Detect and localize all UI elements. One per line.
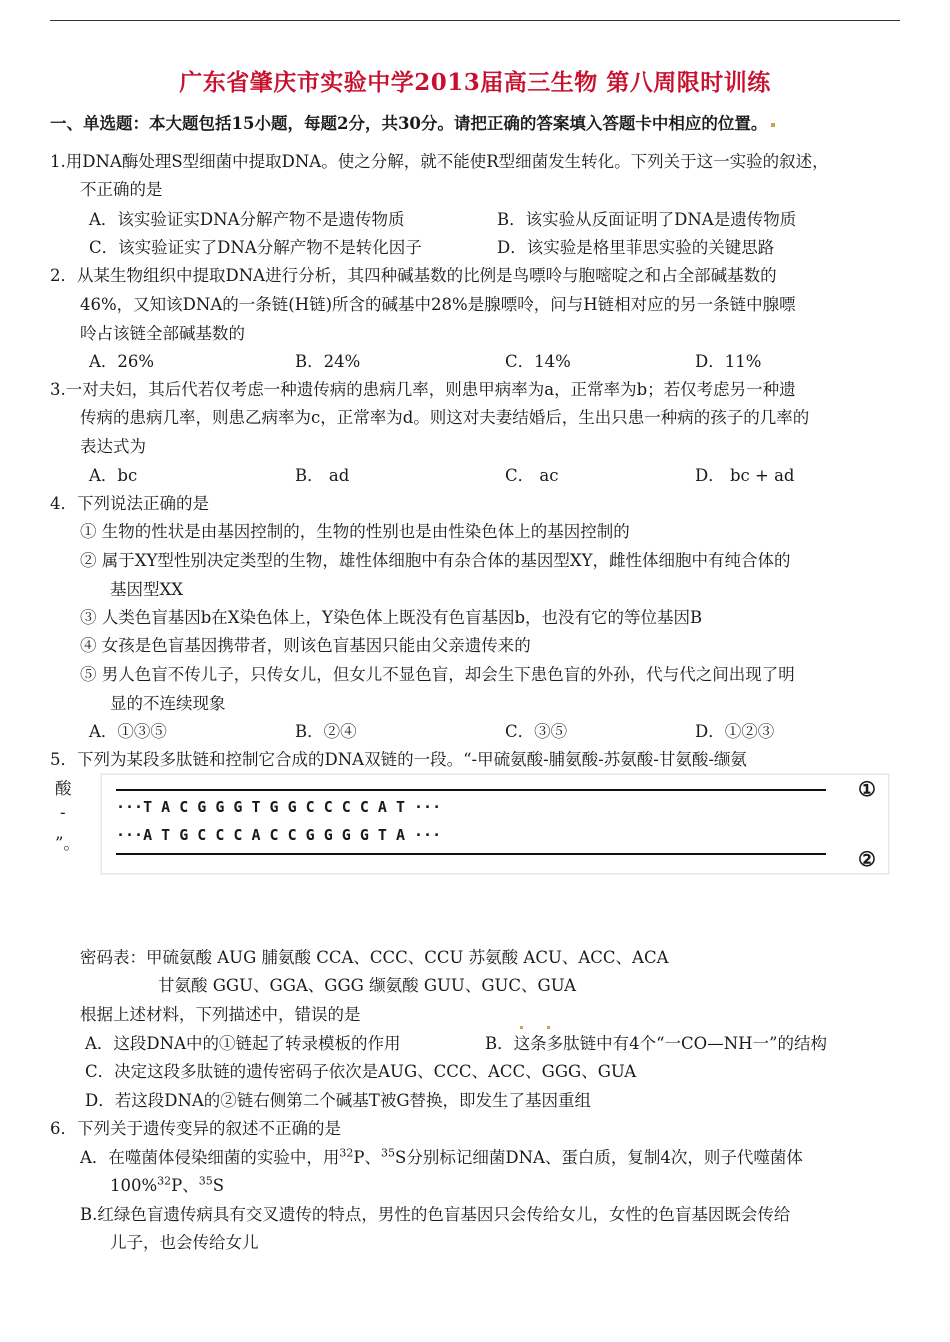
strand-2-label: ② <box>858 847 876 871</box>
q4-option-d: D．①②③ <box>695 722 775 741</box>
q5-stem-line4: ”。 <box>55 834 80 853</box>
q6-a2-sup-32: 32 <box>157 1174 172 1188</box>
q5-stem-line2: 酸 <box>55 779 72 798</box>
q4-option-c: C．③⑤ <box>505 722 568 741</box>
q4-item-3: ③ 人类色盲基因b在X染色体上，Y染色体上既没有色盲基因b，也没有它的等位基因B <box>80 608 703 627</box>
q4-item-4: ④ 女孩是色盲基因携带者，则该色盲基因只能由父亲遗传来的 <box>80 636 531 655</box>
q6-option-a-line1 <box>80 1144 803 1168</box>
q6-a-sup-32: 32 <box>339 1146 354 1160</box>
q5-option-d: D．若这段DNA的②链右侧第二个碱基T被G替换，即发生了基因重组 <box>85 1091 591 1110</box>
q1-option-b: B．该实验从反面证明了DNA是遗传物质 <box>497 210 797 229</box>
q4-item-2-line2: 基因型XX <box>110 580 183 599</box>
q5-stem-line1: 5．下列为某段多肽链和控制它合成的DNA双链的一段。“-甲硫氨酸-脯氨酸-苏氨酸-甘氨酸-缬氨 <box>50 750 747 769</box>
q6-a2-text-3: S <box>212 1176 225 1195</box>
q3-stem-line1: 3.一对夫妇，其后代若仅考虑一种遗传病的患病几率，则患甲病率为a，正常率为b；若仅考虑另一种遗 <box>50 380 796 399</box>
q3-option-c: C． ac <box>505 466 559 485</box>
q5-prompt: 根据上述材料，下列描述中，错误的是 <box>80 1005 361 1024</box>
q4-option-b: B．②④ <box>295 722 357 741</box>
q5-option-a: A．这段DNA中的①链起了转录模板的作用 <box>85 1034 401 1053</box>
strand-1-label: ① <box>858 777 876 801</box>
q6-option-b-line1: B.红绿色盲遗传病具有交叉遗传的特点，男性的色盲基因只会传给女儿，女性的色盲基因既会传给 <box>80 1205 791 1224</box>
dna-double-strand-figure <box>101 774 889 874</box>
q4-item-5-line1: ⑤ 男人色盲不传儿子，只传女儿，但女儿不显色盲，却会生下患色盲的外孙，代与代之间出现了明 <box>80 665 795 684</box>
q6-stem: 6．下列关于遗传变异的叙述不正确的是 <box>50 1119 341 1138</box>
q2-option-c: C．14% <box>505 352 571 371</box>
q2-stem-line2: 46%，又知该DNA的一条链(H链)所含的碱基中28%是腺嘌呤，问与H链相对应的另一条链中腺嘌 <box>80 295 796 314</box>
q6-a2-text-2: P、 <box>171 1176 199 1195</box>
q2-stem-line1: 2．从某生物组织中提取DNA进行分析，其四种碱基数的比例是鸟嘌呤与胞嘧啶之和占全部碱基数的 <box>50 266 777 285</box>
q6-a2-sup-35: 35 <box>198 1174 213 1188</box>
q1-stem-line2: 不正确的是 <box>80 180 163 199</box>
q6-a-text-2: P、 <box>353 1148 382 1167</box>
q5-option-b: B．这条多肽链中有4个“一CO—NH一”的结构 <box>485 1034 827 1053</box>
section-heading-text: 一、单选题：本大题包括15小题，每题2分，共30分。请把正确的答案填入答题卡中相应的位置。 <box>50 114 768 133</box>
q2-option-d: D．11% <box>695 352 762 371</box>
q6-a-text-1: A．在噬菌体侵染细菌的实验中，用 <box>80 1148 340 1167</box>
q2-option-a: A．26% <box>89 352 155 371</box>
q3-option-b: B． ad <box>295 466 350 485</box>
q3-stem-line3: 表达式为 <box>80 437 146 456</box>
codon-table-row2: 甘氨酸 GGU、GGA、GGG 缬氨酸 GUU、GUC、GUA <box>158 976 577 995</box>
q6-a-sup-35: 35 <box>381 1146 396 1160</box>
decorative-dot <box>771 123 775 127</box>
q4-item-2-line1: ② 属于XY型性别决定类型的生物，雄性体细胞中有杂合体的基因型XY，雌性体细胞中有纯合体的 <box>80 551 791 570</box>
dna-backbone-top <box>116 789 826 791</box>
q4-stem: 4．下列说法正确的是 <box>50 494 209 513</box>
dna-strand-1: ···T A C G G G T G G C C C C A T ··· <box>116 798 442 816</box>
q3-option-d: D． bc + ad <box>695 466 795 485</box>
section-heading <box>50 110 775 134</box>
q6-option-b-line2: 儿子，也会传给女儿 <box>110 1233 259 1252</box>
q5-option-c: C．决定这段多肽链的遗传密码子依次是AUG、CCC、ACC、GGG、GUA <box>85 1062 637 1081</box>
q3-option-a: A．bc <box>89 466 138 485</box>
dna-strand-2: ···A T G C C C A C C G G G G T A ··· <box>116 826 442 844</box>
q4-option-a: A．①③⑤ <box>89 722 167 741</box>
top-rule <box>50 20 900 21</box>
q1-stem-line1: 1.用DNA酶处理S型细菌中提取DNA。使之分解，就不能使R型细菌发生转化。下列关于这一实验的叙述， <box>50 152 829 171</box>
q6-option-a-line2 <box>110 1172 224 1196</box>
q5-stem-line3: - <box>60 803 66 822</box>
q6-a-text-3: S分别标记细菌DNA、蛋白质，复制4次，则子代噬菌体 <box>395 1148 803 1167</box>
q6-a2-text-1: 100% <box>110 1176 158 1195</box>
q2-option-b: B．24% <box>295 352 361 371</box>
dna-backbone-bottom <box>116 853 826 855</box>
q1-option-d: D．该实验是格里菲思实验的关键思路 <box>497 238 775 257</box>
page-title: 广东省肇庆市实验中学2013届高三生物 第八周限时训练 <box>179 69 771 96</box>
q4-item-1: ① 生物的性状是由基因控制的，生物的性别也是由性染色体上的基因控制的 <box>80 522 630 541</box>
q1-option-c: C．该实验证实了DNA分解产物不是转化因子 <box>89 238 422 257</box>
q1-option-a: A．该实验证实DNA分解产物不是遗传物质 <box>89 210 405 229</box>
q2-stem-line3: 呤占该链全部碱基数的 <box>80 324 245 343</box>
q4-item-5-line2: 显的不连续现象 <box>110 694 226 713</box>
q3-stem-line2: 传病的患病几率，则患乙病率为c，正常率为d。则这对夫妻结婚后，生出只患一种病的孩子的几率的 <box>80 408 810 427</box>
codon-table-row1: 密码表：甲硫氨酸 AUG 脯氨酸 CCA、CCC、CCU 苏氨酸 ACU、ACC、ACA <box>80 948 669 967</box>
